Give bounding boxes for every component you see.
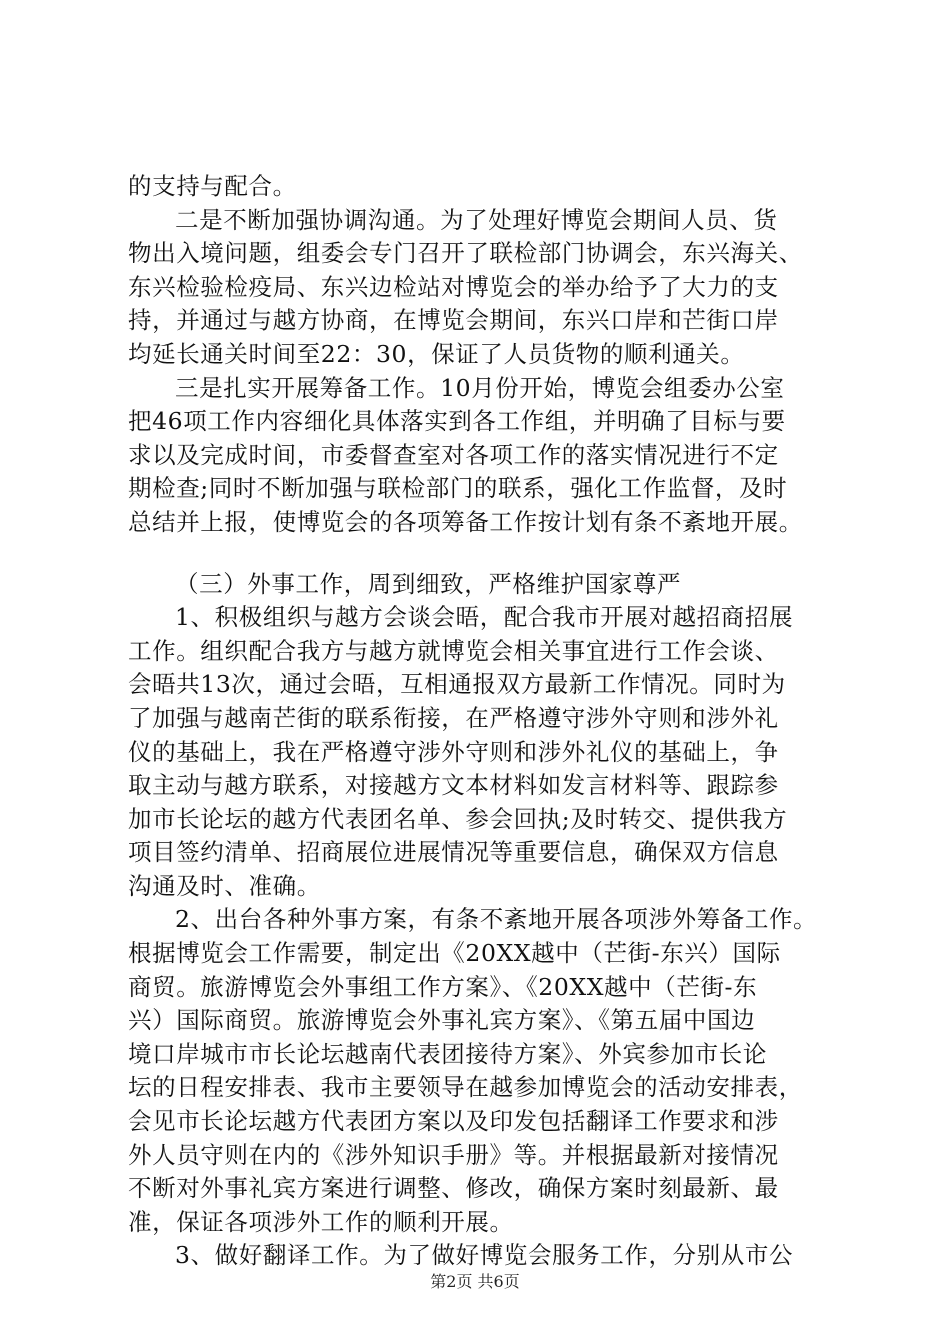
text-line: 境口岸城市市长论坛越南代表团接待方案》、外宾参加市长论 <box>128 1039 767 1068</box>
text-line: 工作。组织配合我方与越方就博览会相关事宜进行工作会谈、 <box>128 636 779 665</box>
text-line: 仪的基础上，我在严格遵守涉外守则和涉外礼仪的基础上，争 <box>128 737 779 766</box>
text-line: 根据博览会工作需要，制定出《20XX越中（芒街-东兴）国际 <box>128 939 781 968</box>
text-line: 会见市长论坛越方代表团方案以及印发包括翻译工作要求和涉 <box>128 1107 779 1136</box>
page-footer: 第2页 共6页 <box>430 1272 520 1291</box>
text-line: 兴）国际商贸。旅游博览会外事礼宾方案》、《第五届中国边 <box>128 1006 756 1035</box>
text-line: 坛的日程安排表、我市主要领导在越参加博览会的活动安排表， <box>128 1073 803 1102</box>
text-line: 商贸。旅游博览会外事组工作方案》、《20XX越中（芒街-东 <box>128 972 758 1001</box>
text-line: 总结并上报，使博览会的各项筹备工作按计划有条不紊地开展。 <box>128 507 803 536</box>
text-line: 期检查;同时不断加强与联检部门的联系，强化工作监督，及时 <box>128 474 788 503</box>
text-line: 沟通及时、准确。 <box>128 871 321 900</box>
text-line: 会晤共13次，通过会晤，互相通报双方最新工作情况。同时为 <box>128 670 786 699</box>
text-line: 物出入境问题，组委会专门召开了联检部门协调会，东兴海关、 <box>128 239 803 268</box>
paragraph-gap <box>128 540 832 568</box>
text-line: 不断对外事礼宾方案进行调整、修改，确保方案时刻最新、最 <box>128 1174 779 1203</box>
text-line: 持，并通过与越方协商，在博览会期间，东兴口岸和芒街口岸 <box>128 306 779 335</box>
text-line: 二是不断加强协调沟通。为了处理好博览会期间人员、货 <box>175 205 778 234</box>
text-line: 外人员守则在内的《涉外知识手册》等。并根据最新对接情况 <box>128 1140 779 1169</box>
text-line: 把46项工作内容细化具体落实到各工作组，并明确了目标与要 <box>128 407 786 436</box>
section-heading: （三）外事工作，周到细致，严格维护国家尊严 <box>175 569 682 598</box>
text-line: 加市长论坛的越方代表团名单、参会回执;及时转交、提供我方 <box>128 804 788 833</box>
text-line: 均延长通关时间至22：30，保证了人员货物的顺利通关。 <box>128 339 745 368</box>
text-line: 1、积极组织与越方会谈会晤，配合我市开展对越招商招展 <box>175 603 794 632</box>
text-line: 项目签约清单、招商展位进展情况等重要信息，确保双方信息 <box>128 838 779 867</box>
text-line: 了加强与越南芒街的联系衔接，在严格遵守涉外守则和涉外礼 <box>128 703 779 732</box>
text-line: 取主动与越方联系，对接越方文本材料如发言材料等、跟踪参 <box>128 771 779 800</box>
text-line: 东兴检验检疫局、东兴边检站对博览会的举办给予了大力的支 <box>128 272 779 301</box>
text-line: 求以及完成时间，市委督查室对各项工作的落实情况进行不定 <box>128 440 779 469</box>
text-line: 准，保证各项涉外工作的顺利开展。 <box>128 1207 514 1236</box>
text-line: 2、出台各种外事方案，有条不紊地开展各项涉外筹备工作。 <box>175 905 818 934</box>
text-line: 3、做好翻译工作。为了做好博览会服务工作，分别从市公 <box>175 1241 794 1270</box>
text-line: 三是扎实开展筹备工作。10月份开始，博览会组委办公室 <box>175 373 785 402</box>
text-line: 的支持与配合。 <box>128 172 297 200</box>
document-body <box>128 170 832 1273</box>
